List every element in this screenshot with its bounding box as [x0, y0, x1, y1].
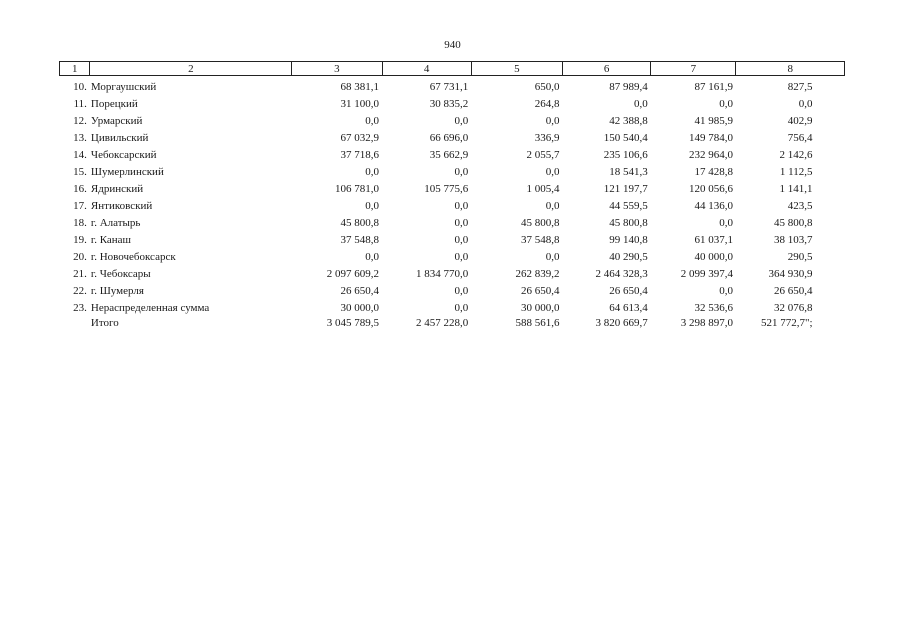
- row-name: Урмарский: [90, 115, 143, 127]
- total-col-6: 3 820 669,7: [595, 317, 648, 329]
- cell-col-5: 2 055,7: [526, 149, 560, 161]
- cell-col-7: 149 784,0: [688, 132, 733, 144]
- table-row: [60, 127, 845, 144]
- cell-col-3: 2 097 609,2: [326, 268, 379, 280]
- cell-col-7: 232 964,0: [688, 149, 733, 161]
- table-row: [60, 76, 845, 94]
- cell-col-7: 0,0: [719, 217, 733, 229]
- cell-col-3: 37 548,8: [340, 234, 379, 246]
- cell-col-4: 30 835,2: [429, 98, 469, 110]
- total-col-5: 588 561,6: [515, 317, 560, 329]
- row-name: г. Алатырь: [90, 217, 141, 229]
- cell-col-7: 40 000,0: [694, 251, 733, 263]
- cell-col-6: 40 290,5: [609, 251, 648, 263]
- table-row: [60, 280, 845, 297]
- table-row: [60, 195, 845, 212]
- row-number: 14.: [73, 149, 87, 161]
- cell-col-5: 264,8: [534, 98, 560, 110]
- row-number: 20.: [73, 251, 87, 263]
- row-number: 19.: [73, 234, 87, 246]
- cell-col-4: 35 662,9: [429, 149, 469, 161]
- row-number: 12.: [73, 115, 87, 127]
- cell-col-7: 44 136,0: [694, 200, 733, 212]
- cell-col-8: 1 141,1: [779, 183, 813, 195]
- cell-col-5: 336,9: [534, 132, 560, 144]
- row-name: Ядринский: [90, 183, 144, 195]
- total-col-4: 2 457 228,0: [416, 317, 469, 329]
- cell-col-4: 0,0: [454, 217, 469, 229]
- cell-col-7: 120 056,6: [688, 183, 733, 195]
- row-name: Нераспределенная сумма: [90, 302, 210, 314]
- header-cell-4: 4: [382, 62, 471, 76]
- cell-col-3: 37 718,6: [340, 149, 379, 161]
- cell-col-4: 0,0: [454, 115, 469, 127]
- total-col-3: 3 045 789,5: [326, 317, 379, 329]
- cell-col-8: 402,9: [787, 115, 813, 127]
- cell-col-6: 235 106,6: [603, 149, 648, 161]
- cell-col-4: 0,0: [454, 234, 469, 246]
- cell-col-7: 87 161,9: [694, 81, 733, 93]
- table-row: [60, 178, 845, 195]
- cell-col-6: 44 559,5: [609, 200, 648, 212]
- cell-col-4: 0,0: [454, 166, 469, 178]
- cell-col-5: 30 000,0: [521, 302, 560, 314]
- cell-col-7: 0,0: [719, 285, 733, 297]
- cell-col-6: 26 650,4: [609, 285, 648, 297]
- row-number: 18.: [73, 217, 87, 229]
- cell-col-8: 827,5: [787, 81, 813, 93]
- cell-col-5: 45 800,8: [521, 217, 560, 229]
- cell-col-8: 32 076,8: [774, 302, 813, 314]
- cell-col-7: 61 037,1: [694, 234, 733, 246]
- row-number: 13.: [73, 132, 87, 144]
- cell-col-7: 0,0: [719, 98, 733, 110]
- budget-table: [59, 61, 845, 329]
- cell-col-4: 105 775,6: [424, 183, 469, 195]
- row-name: г. Канаш: [90, 234, 132, 246]
- header-cell-6: 6: [563, 62, 651, 76]
- cell-col-8: 0,0: [798, 98, 813, 110]
- cell-col-4: 66 696,0: [429, 132, 469, 144]
- cell-col-5: 0,0: [545, 251, 560, 263]
- cell-col-5: 0,0: [545, 166, 560, 178]
- table-row: [60, 93, 845, 110]
- row-name: Шумерлинский: [90, 166, 164, 178]
- row-number: 11.: [73, 98, 87, 110]
- row-name: г. Чебоксары: [90, 268, 151, 280]
- row-number: 23.: [73, 302, 87, 314]
- header-cell-1: 1: [60, 62, 90, 76]
- cell-col-5: 650,0: [534, 81, 560, 93]
- cell-col-8: 45 800,8: [774, 217, 813, 229]
- total-col-8: 521 772,7";: [760, 317, 813, 329]
- row-name: г. Новочебоксарск: [90, 251, 176, 263]
- header-cell-5: 5: [471, 62, 562, 76]
- header-row: [60, 62, 845, 76]
- row-name: Моргаушский: [90, 81, 157, 93]
- cell-col-6: 0,0: [634, 98, 648, 110]
- header-cell-8: 8: [736, 62, 845, 76]
- cell-col-3: 0,0: [365, 251, 379, 263]
- cell-col-6: 2 464 328,3: [595, 268, 648, 280]
- cell-col-3: 106 781,0: [335, 183, 379, 195]
- cell-col-6: 99 140,8: [609, 234, 648, 246]
- cell-col-6: 18 541,3: [609, 166, 648, 178]
- cell-col-8: 364 930,9: [768, 268, 813, 280]
- header-cell-2: 2: [90, 62, 292, 76]
- row-name: Янтиковский: [90, 200, 153, 212]
- cell-col-4: 0,0: [454, 200, 469, 212]
- row-number: 21.: [73, 268, 87, 280]
- table-row: [60, 229, 845, 246]
- cell-col-4: 0,0: [454, 302, 469, 314]
- cell-col-5: 0,0: [545, 200, 560, 212]
- table-row: [60, 161, 845, 178]
- row-name: г. Шумерля: [90, 285, 144, 297]
- cell-col-5: 262 839,2: [515, 268, 560, 280]
- cell-col-8: 423,5: [787, 200, 813, 212]
- cell-col-8: 756,4: [787, 132, 813, 144]
- row-number: 22.: [73, 285, 87, 297]
- table-row: [60, 246, 845, 263]
- table-row: [60, 144, 845, 161]
- row-number: 10.: [73, 81, 87, 93]
- header-cell-3: 3: [292, 62, 382, 76]
- cell-col-6: 42 388,8: [609, 115, 648, 127]
- cell-col-4: 0,0: [454, 285, 469, 297]
- total-col-7: 3 298 897,0: [680, 317, 733, 329]
- cell-col-5: 37 548,8: [521, 234, 560, 246]
- table-row: [60, 110, 845, 127]
- row-number: 15.: [73, 166, 87, 178]
- cell-col-5: 0,0: [545, 115, 560, 127]
- table-row: [60, 212, 845, 229]
- cell-col-6: 45 800,8: [609, 217, 648, 229]
- cell-col-6: 64 613,4: [609, 302, 648, 314]
- row-number: 16.: [73, 183, 87, 195]
- cell-col-3: 31 100,0: [340, 98, 379, 110]
- row-name: Порецкий: [90, 98, 138, 110]
- cell-col-3: 67 032,9: [340, 132, 379, 144]
- cell-col-7: 17 428,8: [694, 166, 733, 178]
- row-number: 17.: [73, 200, 87, 212]
- row-name: Цивильский: [90, 132, 149, 144]
- cell-col-4: 1 834 770,0: [416, 268, 469, 280]
- table-row: [60, 263, 845, 280]
- cell-col-3: 0,0: [365, 115, 379, 127]
- cell-col-5: 1 005,4: [526, 183, 560, 195]
- cell-col-8: 38 103,7: [774, 234, 813, 246]
- cell-col-8: 1 112,5: [779, 166, 813, 178]
- cell-col-7: 32 536,6: [694, 302, 733, 314]
- page-number: 940: [444, 39, 461, 51]
- cell-col-7: 2 099 397,4: [680, 268, 733, 280]
- row-name: Чебоксарский: [90, 149, 157, 161]
- cell-col-4: 67 731,1: [429, 81, 469, 93]
- cell-col-3: 30 000,0: [340, 302, 379, 314]
- total-row: [60, 314, 845, 329]
- cell-col-3: 68 381,1: [340, 81, 379, 93]
- cell-col-6: 121 197,7: [603, 183, 648, 195]
- row-number: [60, 314, 90, 329]
- cell-col-6: 87 989,4: [609, 81, 648, 93]
- total-label: Итого: [90, 317, 119, 329]
- cell-col-3: 45 800,8: [340, 217, 379, 229]
- cell-col-6: 150 540,4: [603, 132, 648, 144]
- cell-col-8: 26 650,4: [774, 285, 813, 297]
- cell-col-8: 290,5: [787, 251, 813, 263]
- table-row: [60, 297, 845, 314]
- header-cell-7: 7: [651, 62, 736, 76]
- cell-col-7: 41 985,9: [694, 115, 733, 127]
- cell-col-5: 26 650,4: [521, 285, 560, 297]
- cell-col-3: 0,0: [365, 200, 379, 212]
- cell-col-3: 26 650,4: [340, 285, 379, 297]
- cell-col-3: 0,0: [365, 166, 379, 178]
- cell-col-4: 0,0: [454, 251, 469, 263]
- cell-col-8: 2 142,6: [779, 149, 813, 161]
